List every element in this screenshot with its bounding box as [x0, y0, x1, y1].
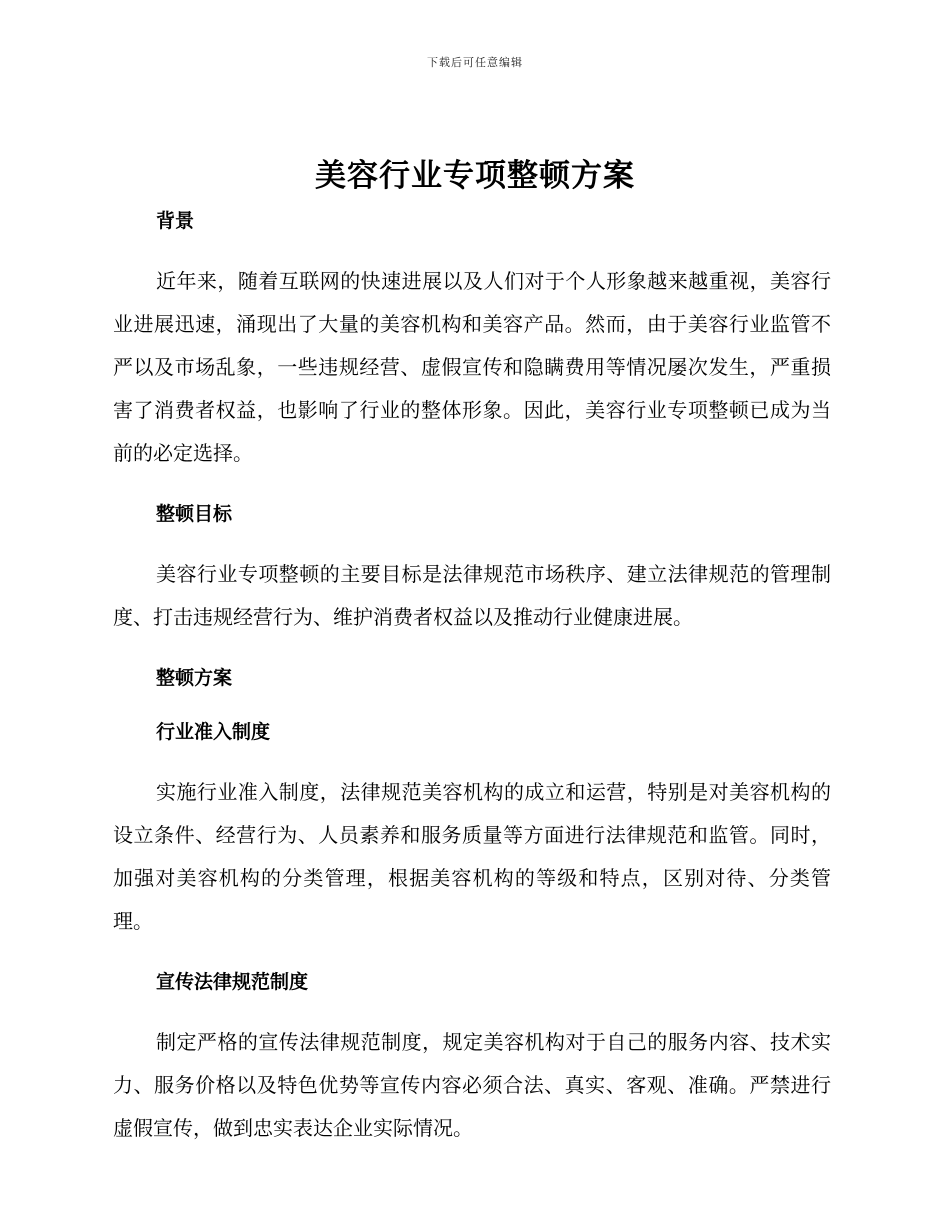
section-heading: 行业准入制度 — [156, 721, 271, 743]
section-goals — [113, 499, 831, 639]
document-body — [113, 206, 831, 1150]
section-paragraph: 制定严格的宣传法律规范制度，规定美容机构对于自己的服务内容、技术实力、服务价格以及特色优势等宣传内容必须合法、真实、客观、准确。严禁进行虚假宣传，做到忠实表达企业实际情况。 — [113, 1030, 831, 1140]
section-paragraph: 实施行业准入制度，法律规范美容机构的成立和运营，特别是对美容机构的设立条件、经营行为、人员素养和服务质量等方面进行法律规范和监管。同时，加强对美容机构的分类管理，根据美容机构的等级和特点，区别对待、分类管理。 — [113, 780, 831, 933]
section-paragraph: 美容行业专项整顿的主要目标是法律规范市场秩序、建立法律规范的管理制度、打击违规经营行为、维护消费者权益以及推动行业健康进展。 — [113, 562, 831, 629]
section-heading: 整顿方案 — [156, 667, 233, 689]
section-background — [113, 206, 831, 475]
document-title: 美容行业专项整顿方案 — [315, 158, 635, 194]
section-heading: 宣传法律规范制度 — [156, 971, 309, 993]
section-advertising-rules — [113, 967, 831, 1150]
page-header-note: 下载后可任意编辑 — [427, 56, 523, 69]
section-heading: 背景 — [156, 210, 195, 232]
section-access-system — [113, 717, 831, 943]
section-plan — [113, 663, 831, 693]
section-paragraph: 近年来，随着互联网的快速进展以及人们对于个人形象越来越重视，美容行业进展迅速，涌现出了大量的美容机构和美容产品。然而，由于美容行业监管不严以及市场乱象，一些违规经营、虚假宣传和隐瞒费用等情况屡次发生，严重损害了消费者权益，也影响了行业的整体形象。因此，美容行业专项整顿已成为当前的必定选择。 — [113, 269, 831, 465]
section-heading: 整顿目标 — [156, 503, 233, 525]
